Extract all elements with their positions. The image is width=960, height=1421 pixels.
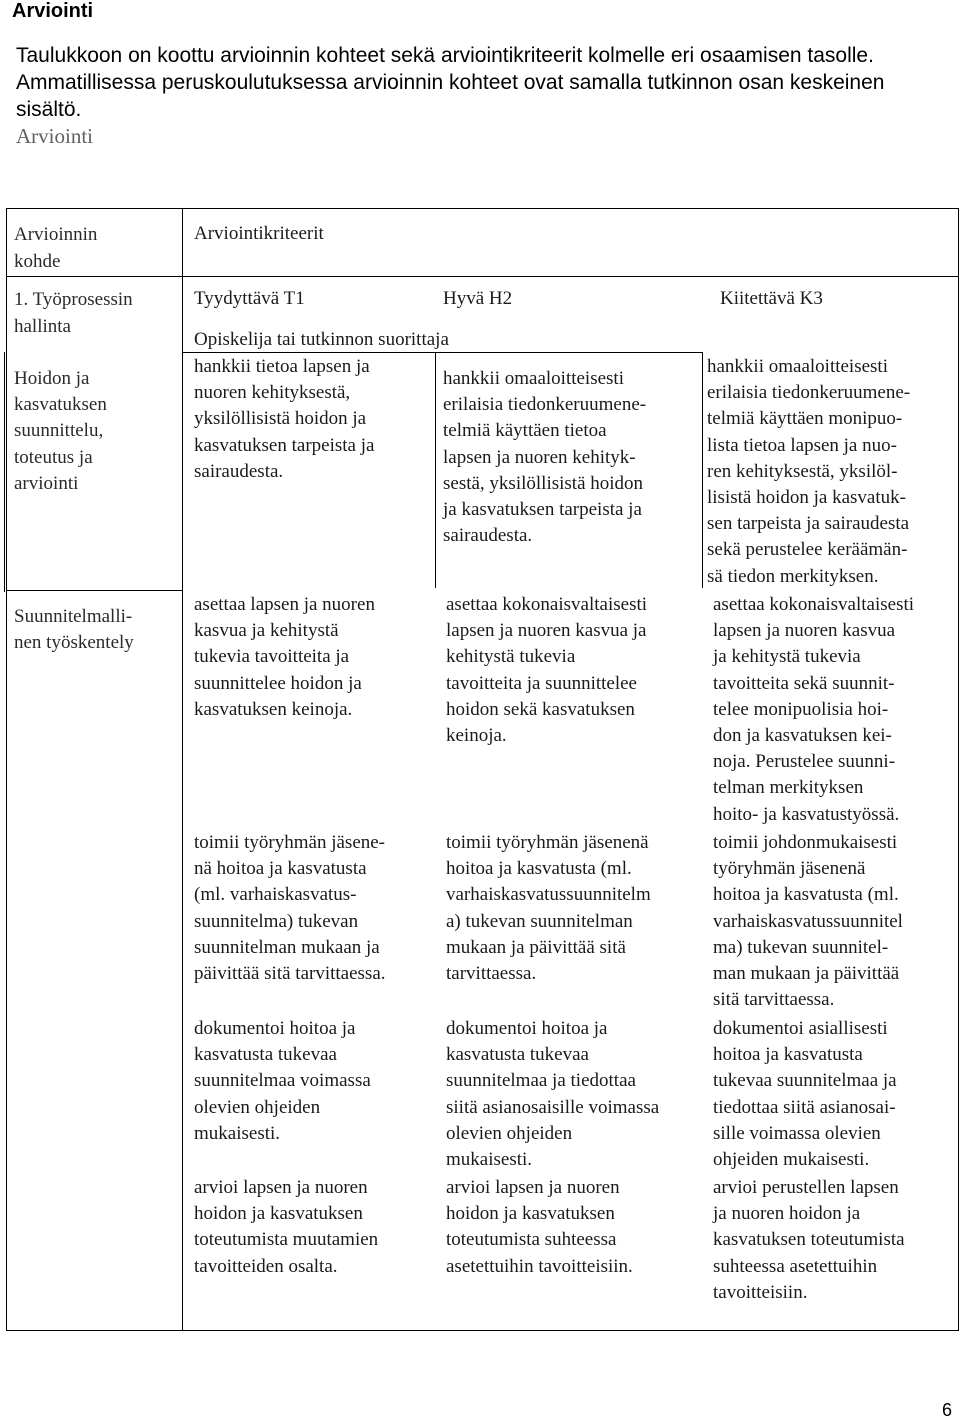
criteria-h2-cell: hankkii omaaloitteisesti erilaisia tiedonkeruumene- telmiä käyttäen tietoa lapsen ja nuoren kehityk- sestä, yksilöllisistä hoidon ja kasvatuksen tarpeista ja sairaudesta. bbox=[443, 368, 647, 547]
criteria-h2-cell: dokumentoi hoitoa ja kasvatusta tukevaa suunnitelmaa ja tiedottaa siitä asianosaisille voimassa olevien ohjeiden mukaisesti. bbox=[446, 1018, 660, 1171]
criteria-t1-cell: toimii työryhmän jäsene- nä hoitoa ja kasvatusta (ml. varhaiskasvatus- suunnitelma) tukevan suunnitelman mukaan ja päivittää sitä tarvittaessa. bbox=[194, 832, 386, 985]
criteria-t1-cell: hankkii tietoa lapsen ja nuoren kehityksestä, yksilöllisistä hoidon ja kasvatuksen tarpeista ja sairaudesta. bbox=[194, 356, 375, 482]
criteria-k3-cell: arvioi perustellen lapsen ja nuoren hoidon ja kasvatuksen toteutumista suhteessa asetettuihin tavoitteisiin. bbox=[713, 1177, 905, 1303]
criteria-k3-cell: asettaa kokonaisvaltaisesti lapsen ja nuoren kasvua ja kehitystä tukevia tavoitteita sekä suunnit- telee monipuolisia hoi- don ja kasvatuksen kei- noja. Perustelee suunni- telman merkityksen hoito- ja kasvatustyössä. bbox=[713, 594, 915, 825]
column-header-criteria: Arviointikriteerit bbox=[194, 223, 324, 244]
criteria-h2-cell: arvioi lapsen ja nuoren hoidon ja kasvatuksen toteutumista suhteessa asetettuihin tavoitteisiin. bbox=[446, 1177, 633, 1277]
table-border-top bbox=[6, 208, 959, 209]
table-border-bottom bbox=[6, 1330, 959, 1331]
level-satisfactory: Tyydyttävä T1 bbox=[194, 288, 305, 309]
section-title: 1. Työprosessin hallinta bbox=[14, 289, 133, 337]
criteria-k3-cell: dokumentoi asiallisesti hoitoa ja kasvatusta tukevaa suunnitelmaa ja tiedottaa siitä asianosai- sille voimassa olevien ohjeiden mukaisesti. bbox=[713, 1018, 897, 1171]
criteria-divider-1 bbox=[435, 352, 436, 588]
header-divider bbox=[6, 276, 959, 277]
criteria-h2-cell: toimii työryhmän jäsenenä hoitoa ja kasvatusta (ml. varhaiskasvatussuunnitelm a) tukevan suunnitelman mukaan ja päivittää sitä tarvittaessa. bbox=[446, 832, 651, 985]
column-divider bbox=[182, 208, 183, 1331]
table-border-right bbox=[958, 208, 959, 1331]
subtitle: Arviointi bbox=[16, 124, 93, 148]
target-planning: Hoidon ja kasvatuksen suunnittelu, toteutus ja arviointi bbox=[14, 368, 107, 494]
group-divider bbox=[6, 590, 183, 591]
criteria-divider-2 bbox=[702, 352, 703, 588]
criteria-k3-cell: hankkii omaaloitteisesti erilaisia tiedonkeruumene- telmiä käyttäen monipuo- lista tietoa lapsen ja nuo- ren kehityksestä, yksilöl- lisistä hoidon ja kasvatuk- sen tarpeista ja sairaudesta sekä perustelee keräämän- sä tiedon merkityksen. bbox=[707, 356, 911, 587]
column-header-target: Arvioinnin kohde bbox=[14, 224, 98, 272]
criteria-t1-cell: dokumentoi hoitoa ja kasvatusta tukevaa suunnitelmaa voimassa olevien ohjeiden mukaisesti. bbox=[194, 1018, 371, 1144]
page-number: 6 bbox=[941, 1400, 952, 1420]
criteria-h2-cell: asettaa kokonaisvaltaisesti lapsen ja nuoren kasvua ja kehitystä tukevia tavoitteita ja suunnittelee hoidon sekä kasvatuksen keinoja. bbox=[446, 594, 648, 747]
group-marker-line bbox=[4, 352, 5, 592]
criteria-t1-cell: asettaa lapsen ja nuoren kasvua ja kehitystä tukevia tavoitteita ja suunnittelee hoidon ja kasvatuksen keinoja. bbox=[194, 594, 375, 720]
table-border-left bbox=[6, 208, 7, 1331]
level-good: Hyvä H2 bbox=[443, 288, 513, 309]
criteria-k3-cell: toimii johdonmukaisesti työryhmän jäsenenä hoitoa ja kasvatusta (ml. varhaiskasvatussuunnitel ma) tukevan suunnitel- man mukaan ja päivittää sitä tarvittaessa. bbox=[713, 832, 903, 1011]
subject-line: Opiskelija tai tutkinnon suorittaja bbox=[194, 329, 449, 350]
target-systematic-work: Suunnitelmalli- nen työskentely bbox=[14, 606, 134, 654]
page-heading: Arviointi bbox=[12, 0, 94, 22]
criteria-t1-cell: arvioi lapsen ja nuoren hoidon ja kasvatuksen toteutumista muutamien tavoitteiden osalta. bbox=[194, 1177, 379, 1277]
level-excellent: Kiitettävä K3 bbox=[720, 288, 823, 309]
intro-paragraph: Taulukkoon on koottu arvioinnin kohteet sekä arviointikriteerit kolmelle eri osaamisen tasolle. Ammatillisessa peruskoulutuksessa arvioinnin kohteet ovat samalla tutkinnon osan keskeinen sisältö. bbox=[16, 44, 885, 121]
